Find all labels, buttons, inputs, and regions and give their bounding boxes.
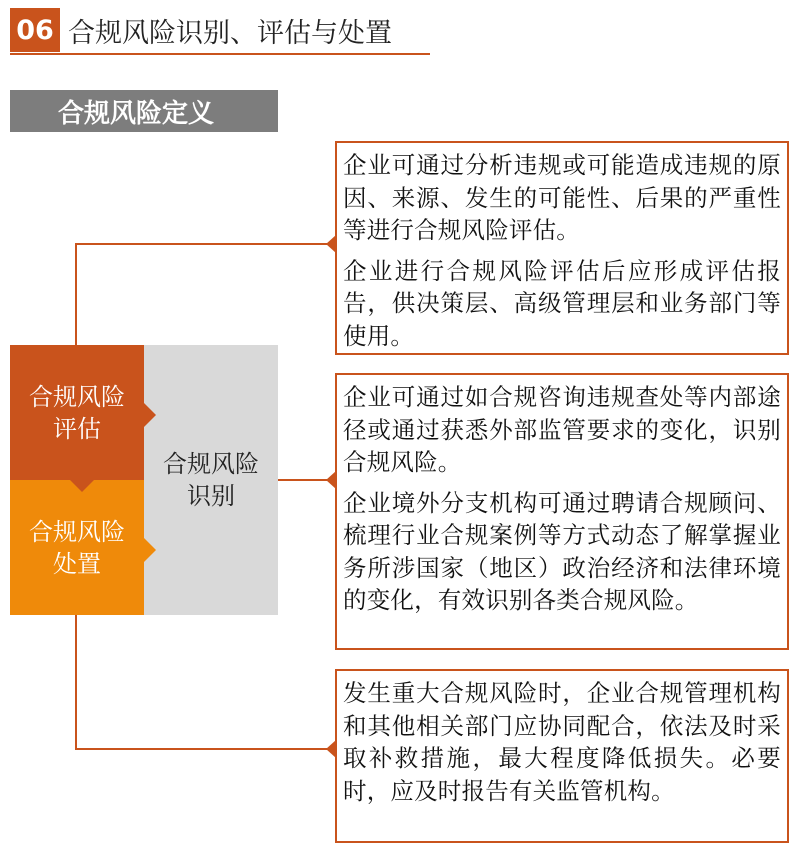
- evaluate-label-line1: 合规风险: [29, 382, 125, 411]
- evaluate-description-box: [335, 141, 789, 355]
- dispose-box-pointer: [326, 740, 336, 758]
- page-title: 合规风险识别、评估与处置: [68, 17, 392, 49]
- identify-box-pointer: [326, 471, 336, 489]
- dispose-block: [10, 480, 144, 615]
- connector-top-vertical: [75, 244, 77, 345]
- connector-bottom-vertical: [75, 615, 77, 749]
- identify-description-box: [335, 373, 789, 650]
- dispose-description-box: [335, 669, 789, 843]
- evaluate-down-pointer: [70, 480, 94, 492]
- section-number-badge: 06: [10, 8, 60, 52]
- dispose-arrow-pointer: [144, 538, 156, 562]
- identify-paragraph: 企业可通过如合规咨询违规查处等内部途径或通过获悉外部监管要求的变化，识别合规风险。: [343, 383, 781, 476]
- header-underline: [10, 53, 430, 55]
- evaluate-paragraph: 企业可通过分析违规或可能造成违规的原因、来源、发生的可能性、后果的严重性等进行合规风险评估。: [343, 151, 781, 244]
- connector-bottom-horizontal: [75, 748, 327, 750]
- evaluate-box-pointer: [326, 235, 336, 253]
- identify-block: [144, 345, 278, 615]
- evaluate-arrow-pointer: [144, 403, 156, 427]
- evaluate-paragraph: 企业进行合规风险评估后应形成评估报告，供决策层、高级管理层和业务部门等使用。: [343, 256, 781, 350]
- identify-paragraph: 企业境外分支机构可通过聘请合规顾问、梳理行业合规案例等方式动态了解掌握业务所涉国家（地区）政治经济和法律环境的变化，有效识别各类合规风险。: [343, 488, 781, 614]
- section-title: 合规风险定义: [58, 98, 215, 129]
- identify-label-line2: 识别: [187, 482, 235, 510]
- evaluate-label-line2: 评估: [53, 414, 101, 443]
- dispose-label-line1: 合规风险: [29, 517, 125, 546]
- dispose-paragraph: 发生重大合规风险时，企业合规管理机构和其他相关部门应协同配合，依法及时采取补救措施，最大程度降低损失。必要时，应及时报告有关监管机构。: [343, 679, 781, 805]
- evaluate-block: [10, 345, 144, 480]
- dispose-label-line2: 处置: [53, 549, 101, 578]
- identify-label-line1: 合规风险: [163, 450, 259, 478]
- connector-top-horizontal: [75, 243, 327, 245]
- connector-middle-horizontal: [278, 479, 327, 481]
